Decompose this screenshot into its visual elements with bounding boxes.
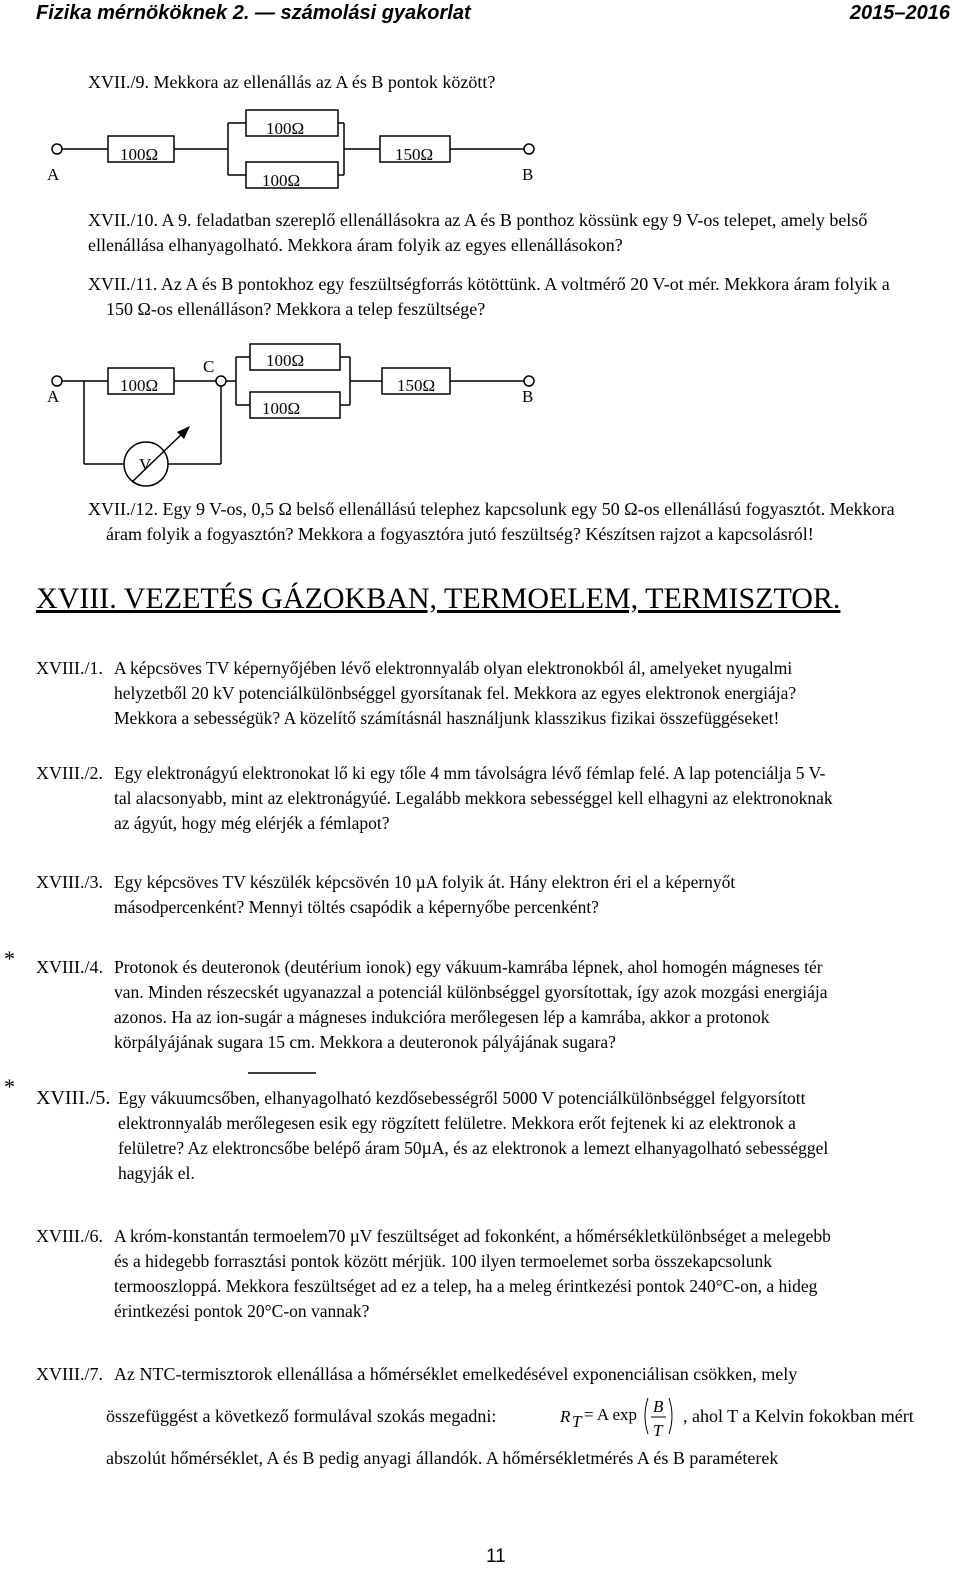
circuit1-r3: 100Ω (262, 171, 301, 190)
q2-label: XVIII./2. (36, 763, 103, 783)
section-title: XVIII. VEZETÉS GÁZOKBAN, TERMOELEM, TERMISZTOR. (36, 582, 841, 615)
q5-label: XVIII./5. (36, 1087, 111, 1109)
thermistor-formula (560, 1388, 680, 1444)
circuit1-label-b: B (522, 165, 534, 184)
problem-12-line2: áram folyik a fogyasztón? Mekkora a fogyasztóra jutó feszültség? Készítsen rajzot a kapcsolásról! (106, 524, 814, 544)
q7-line2b: , ahol T a Kelvin fokokban mért (683, 1406, 914, 1426)
q4-star: * (4, 946, 15, 971)
header-title: Fizika mérnököknek 2. — számolási gyakorlat (36, 2, 471, 24)
q2-text: Egy elektronágyú elektronokat lő ki egy tőle 4 mm távolságra lévő fémlap felé. A lap potenciálja 5 V- tal alacsonyabb, mint az elektronágyúé. Legalább mekkora sebességgel kell elhagyni az elektronoknak az ágyút, hogy még elérjék a fémlapot? (114, 763, 833, 833)
circuit1-r2: 100Ω (266, 119, 305, 138)
q3-label: XVIII./3. (36, 872, 103, 892)
problem-11-line2: 150 Ω-os ellenálláson? Mekkora a telep feszültsége? (106, 299, 486, 319)
q4-label: XVIII./4. (36, 957, 103, 977)
q1-label: XVIII./1. (36, 658, 103, 678)
q6-label: XVIII./6. (36, 1226, 103, 1246)
problem-10-line2: ellenállása elhanyagolható. Mekkora áram folyik az egyes ellenállásokon? (88, 235, 623, 255)
circuit2-label-c: C (203, 357, 215, 376)
q5-star: * (4, 1074, 15, 1099)
q3-text: Egy képcsöves TV készülék képcsövén 10 µA folyik át. Hány elektron éri el a képernyőt másodpercenként? Mennyi töltés csapódik a képernyőbe percenként? (114, 872, 736, 917)
problem-10-line1: XVII./10. A 9. feladatban szereplő ellenállásokra az A és B ponthoz kössünk egy 9 V-os telepet, amely belső (88, 210, 868, 230)
q7-line1: Az NTC-termisztorok ellenállása a hőmérséklet emelkedésével exponenciálisan csökken, mely (114, 1364, 798, 1384)
formula-exp: = A exp (584, 1405, 638, 1424)
circuit2-r4: 150Ω (397, 376, 436, 395)
q1-text: A képcsöves TV képernyőjében lévő elektronnyaláb olyan elektronokból ál, amelyeket nyugalmi helyzetből 20 kV potenciálkülönbséggel gyorsítanak fel. Mekkora az egyes elektronok energiája? Mekkora a sebességük? A közelítő számításnál használjunk klasszikus fizikai összefüggéseket! (114, 658, 797, 728)
q6-text: A króm-konstantán termoelem70 µV feszültséget ad fokonként, a hőmérsékletkülönbséget a melegebb és a hidegebb forrasztási pontok között mérjük. 100 ilyen termoelemet sorba összekapcsolunk termooszloppá. Mekkora feszültséget ad ez a telep, ha a meleg érintkezési pontok 240°C-on, a hideg érintkezési pontok 20°C-on vannak? (114, 1226, 831, 1321)
circuit1-label-a: A (47, 165, 60, 184)
circuit2-label-b: B (522, 387, 534, 406)
circuit1-r4: 150Ω (395, 145, 434, 164)
q7-label: XVIII./7. (36, 1364, 103, 1384)
circuit1-r1: 100Ω (120, 145, 159, 164)
problem-11-line1: XVII./11. Az A és B pontokhoz egy feszültségforrás kötöttünk. A voltmérő 20 V-ot mér. Mekkora áram folyik a (88, 274, 890, 294)
circuit2-r2: 100Ω (266, 351, 305, 370)
header-year: 2015–2016 (849, 2, 950, 24)
q5-text: Egy vákuumcsőben, elhanyagolható kezdősebességről 5000 V potenciálkülönbséggel felgyorsított elektronnyaláb merőlegesen esik egy rögzített felületre. Mekkora erőt fejtenek ki az elektronok a felületre? Az elektroncsőbe belépő áram 50µA, és az elektronok a lemezt elhanyagolható sebességgel hagyják el. (118, 1088, 829, 1183)
formula-r: R (560, 1407, 571, 1426)
problem-9: XVII./9. Mekkora az ellenállás az A és B pontok között? (88, 72, 496, 92)
circuit2-r1: 100Ω (120, 376, 159, 395)
formula-denominator: T (653, 1421, 663, 1440)
page-number: 11 (486, 1546, 506, 1567)
formula-numerator: B (653, 1397, 664, 1416)
problem-12-line1: XVII./12. Egy 9 V-os, 0,5 Ω belső ellenállású telephez kapcsolunk egy 50 Ω-os ellenállású fogyasztót. Mekkora (88, 499, 895, 519)
circuit2-label-a: A (47, 387, 60, 406)
q4-text: Protonok és deuteronok (deutérium ionok) egy vákuum-kamrába lépnek, ahol homogén mágneses tér van. Minden részecskét ugyanazzal a potenciál különbséggel gyorsítottak, így azok mozgási energiája azonos. Ha az ion-sugár a mágneses indukcióra merőlegesen lép a kamrába, akkor a protonok körpályájának sugara 15 cm. Mekkora a deuteronok pályájának sugara? (114, 957, 828, 1052)
circuit2-r3: 100Ω (262, 399, 301, 418)
q7-line3: abszolút hőmérséklet, A és B pedig anyagi állandók. A hőmérsékletmérés A és B paraméterek (106, 1448, 779, 1468)
formula-subscript: T (572, 1412, 582, 1431)
q7-line2a: összefüggést a következő formulával szokás megadni: (106, 1406, 497, 1426)
circuit2-label-v: V (139, 455, 152, 474)
